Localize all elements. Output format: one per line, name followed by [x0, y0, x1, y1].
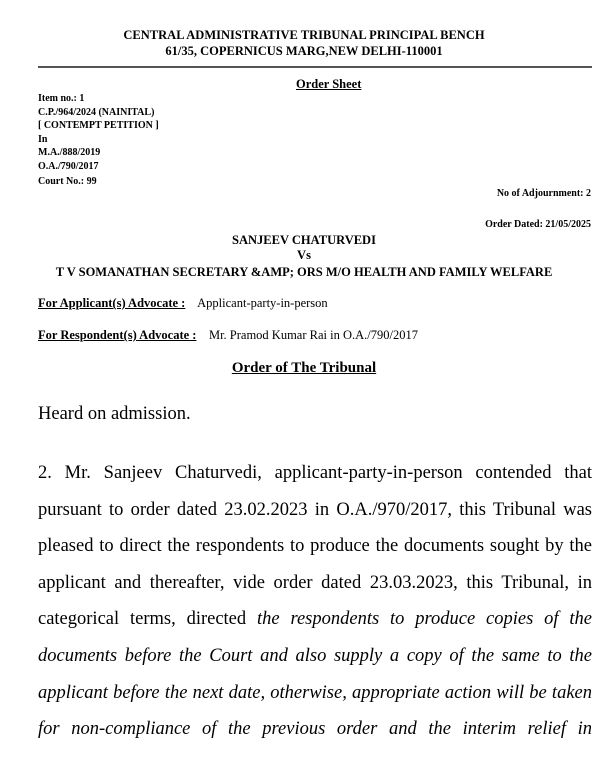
paragraph-2-normal: 2. Mr. Sanjeev Chaturvedi, applicant-party-in-person contended that pursuant to order dated 23.02.2023 in O.A./970/2017, this Tribunal was pleased to direct the respondents to produce the documents sought by the applicant and thereafter, vide order dated 23.03.2023, this Tribunal, in categorical terms, directed — [38, 463, 592, 630]
case-info — [38, 92, 159, 189]
versus-label: Vs — [297, 248, 311, 262]
respondent-advocate-row — [38, 328, 418, 343]
respondent-name: T V SOMANATHAN SECRETARY &AMP; ORS M/O HEALTH AND FAMILY WELFARE — [55, 265, 553, 279]
court-no: Court No.: 99 — [38, 176, 97, 187]
applicant-advocate-label: For Applicant(s) Advocate : — [38, 296, 186, 310]
oa-number: O.A./790/2017 — [38, 160, 99, 172]
header-divider — [38, 66, 592, 68]
applicant-advocate-value: Applicant-party-in-person — [197, 296, 328, 310]
respondent-advocate-label: For Respondent(s) Advocate : — [38, 328, 197, 342]
order-title — [0, 360, 608, 377]
parties-block — [0, 233, 608, 280]
applicant-advocate-row — [38, 296, 328, 311]
tribunal-address: 61/35, COPERNICUS MARG,NEW DELHI-110001 — [165, 44, 443, 58]
order-title-text: Order of The Tribunal — [231, 360, 377, 376]
cp-number: C.P./964/2024 (NAINITAL) — [38, 106, 155, 118]
in-label: In — [38, 133, 48, 145]
order-sheet-title: Order Sheet — [296, 77, 362, 91]
petition-type: [ CONTEMPT PETITION ] — [38, 120, 159, 131]
heard-line: Heard on admission. — [38, 404, 191, 424]
adjournment-count: No of Adjournment: 2 — [496, 188, 591, 199]
order-date: Order Dated: 21/05/2025 — [485, 219, 591, 230]
applicant-name: SANJEEV CHATURVEDI — [232, 233, 376, 247]
item-no: Item no.: 1 — [38, 93, 85, 104]
paragraph-2-text — [38, 455, 592, 748]
tribunal-name: CENTRAL ADMINISTRATIVE TRIBUNAL PRINCIPAL BENCH — [123, 28, 485, 42]
paragraph-2-italic: the respondents to produce copies of the documents before the Court and also supply a copy of the same to the applicant before the next date, otherwise, appropriate action will be taken for non-compliance of the previous order and the interim relief in — [38, 609, 593, 740]
respondent-advocate-value: Mr. Pramod Kumar Rai in O.A./790/2017 — [208, 328, 418, 342]
paragraph-2 — [38, 455, 592, 748]
ma-number: M.A./888/2019 — [38, 147, 101, 158]
